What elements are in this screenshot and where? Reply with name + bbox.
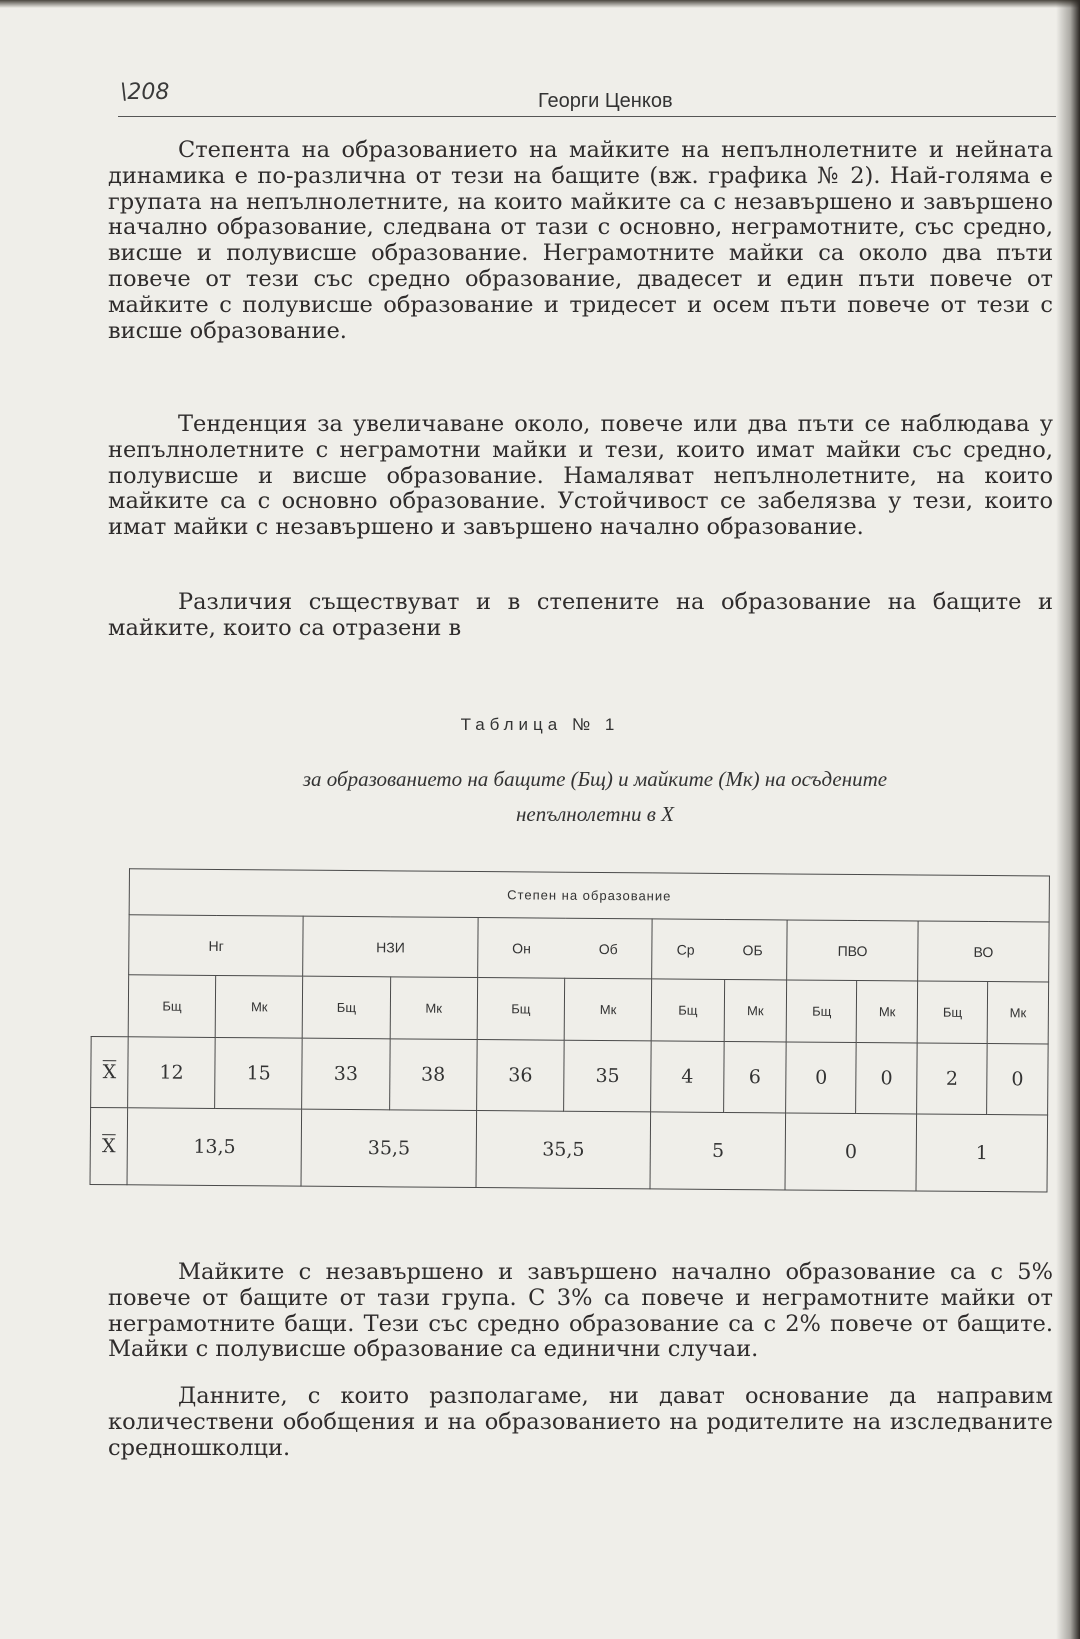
paragraph-1 [108,138,1053,344]
table-subheader-row [91,975,1048,1045]
subheader-bsh: Бщ [917,981,988,1044]
paragraph-5 [108,1384,1053,1461]
table-cell: 4 [651,1041,724,1113]
table-caption [170,762,1020,832]
level-header-pvo: ПВО [787,920,918,981]
level-header-label: Об [598,940,618,957]
subheader-mk: Мк [390,977,478,1040]
level-header-label: Ср [676,941,695,958]
paragraph-4 [108,1260,1053,1363]
table-cell-average: 35,5 [476,1111,651,1189]
table-cell-average: 1 [916,1114,1048,1192]
running-head-author: Георги Ценков [538,90,673,112]
row-label-averages [90,1107,128,1184]
paragraph-text: Различия съществуват и в степените на образование на бащите и майките, които са отразени в [108,589,1053,641]
level-header-ng: Нг [129,915,304,976]
subheader-mk: Мк [215,975,303,1038]
paragraph-text: Степента на образованието на майките на непълнолетните и нейната динамика е по-различна от тези на бащите (вж. графика № 2). Най-голяма е групата на непълнолетните, на които майките са с незавършено и завършено начално образование, следвана от тази с основно, неграмотните, със средно, висше и полувисше образование. Неграмотните майки са около два пъти повече от тези със средно образование, двадесет и един пъти повече от майките с полувисше образование и тридесет и осем пъти повече от тези с висше образование. [108,137,1053,344]
table-cell: 0 [856,1043,917,1114]
table-cell: 33 [302,1038,390,1110]
table-caption-line-2: непълнолетни в X [516,802,674,826]
table-cell: 15 [215,1037,303,1109]
paragraph-2 [108,412,1053,541]
subheader-mk: Мк [987,982,1048,1044]
level-header-label: ОБ [742,941,763,958]
table-cell: 2 [917,1043,988,1115]
table-main-header: Степен на образование [129,869,1049,922]
table-caption-line-1: за образованието на бащите (Бщ) и майките (Мк) на осъдените [302,767,888,791]
table-header-row [92,869,1049,923]
subheader-bsh: Бщ [786,980,857,1043]
scan-edge-shadow [1056,0,1080,1639]
subheader-mk: Мк [724,979,787,1041]
subheader-mk: Мк [564,978,652,1041]
paragraph-text: Майките с незавършено и завършено начално образование са с 5% повече от бащите от тази група. С 3% са повече и неграмотните майки от неграмотните бащи. Тези със средно образование са с 2% повече от бащите. Майки с полувисше образование са единични случаи. [108,1259,1053,1363]
paragraph-text: Данните, с които разполагаме, ни дават основание да направим количествени обобщения и на образованието на родителите на изследваните средношколци. [108,1383,1053,1461]
table-row-values [91,1036,1049,1115]
table-corner [92,869,129,915]
running-head [118,76,1056,117]
education-table [90,868,1050,1193]
table-cell-average: 5 [650,1112,786,1190]
row-label-values [91,1036,129,1107]
table-cell: 38 [389,1039,477,1111]
level-header-vo: ВО [918,921,1049,982]
level-header-osnovno [478,918,653,979]
table-corner [91,975,128,1037]
row-label-text: $\overline{X}$ [102,1061,117,1084]
table-cell: 0 [786,1042,857,1114]
subheader-bsh: Бщ [477,978,565,1041]
subheader-bsh: Бщ [651,979,724,1042]
scan-top-shadow [0,0,1080,8]
table-cell: 0 [987,1044,1048,1115]
table-cell: 35 [564,1040,652,1112]
subheader-mk: Мк [857,981,918,1043]
table-cell-average: 0 [785,1113,916,1191]
table-cell: 6 [723,1041,786,1112]
table-cell: 36 [476,1040,564,1112]
table-corner [92,915,129,975]
level-header-sredno [652,919,787,980]
paragraph-3 [108,590,1053,642]
subheader-bsh: Бщ [128,975,216,1038]
paragraph-text: Тенденция за увеличаване около, повече или два пъти се наблюдава у непълнолетните с неграмотни майки и тези, които имат майки със средно, полувисше и висше образование. Намаляват непълнолетните, на които майките са с основно образование. Устойчивост се забелязва у тези, които имат майки с незавършено и завършено начално образование. [108,411,1053,541]
table-row-averages [90,1107,1048,1192]
level-header-nzi: НЗИ [303,916,478,977]
table-cell-average: 13,5 [127,1108,302,1186]
table-cell-average: 35,5 [301,1109,476,1187]
row-label-text: $\overline{X}$ [101,1135,116,1158]
page-number: \208 [120,80,170,105]
subheader-bsh: Бщ [303,976,391,1039]
table-cell: 12 [128,1037,216,1109]
table-title: Таблица № 1 [460,715,620,734]
level-header-label: Он [512,939,531,956]
table-level-row [92,915,1049,983]
